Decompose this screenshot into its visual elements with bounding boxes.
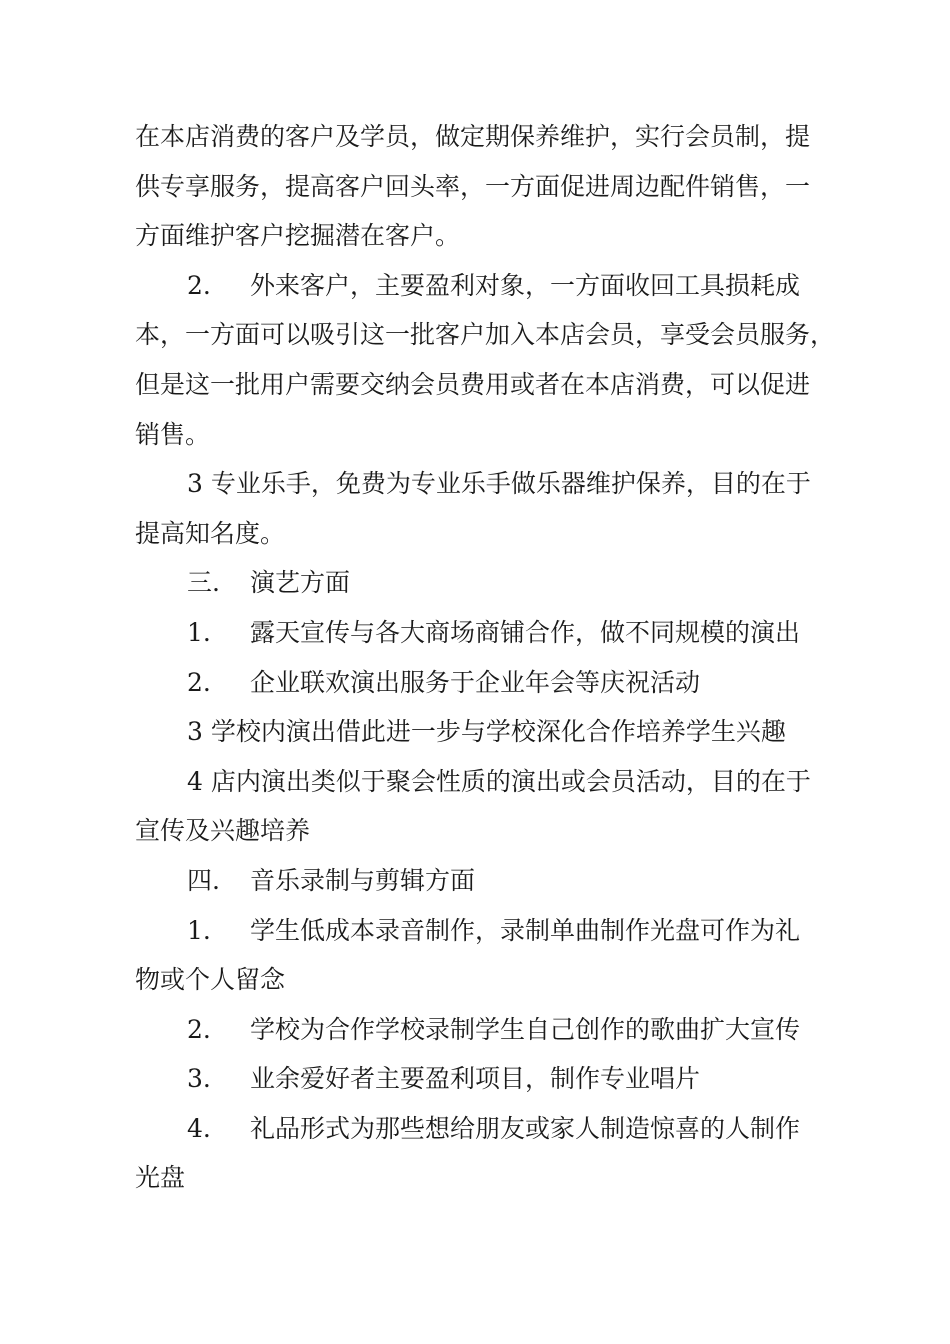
body-line: 宣传及兴趣培养 <box>135 816 311 846</box>
numbered-line <box>135 906 835 956</box>
list-number: 2. <box>187 1014 211 1044</box>
list-number: 4. <box>187 1113 211 1143</box>
list-text: 外来客户，主要盈利对象，一方面收回工具损耗成 <box>250 270 801 300</box>
body-line: 本，一方面可以吸引这一批客户加入本店会员，享受会员服务， <box>135 320 836 350</box>
body-line: 供专享服务，提高客户回头率，一方面促进周边配件销售，一 <box>135 171 811 201</box>
section-title: 音乐录制与剪辑方面 <box>250 865 476 895</box>
document-body <box>135 112 835 1203</box>
numbered-line <box>135 261 835 311</box>
paragraph-start-line: 4 店内演出类似于聚会性质的演出或会员活动，目的在于 <box>187 766 811 796</box>
body-line: 方面维护客户挖掘潜在客户。 <box>135 221 461 251</box>
numbered-line <box>135 1005 835 1055</box>
numbered-line <box>135 1054 835 1104</box>
paragraph-start-line: 3 专业乐手，免费为专业乐手做乐器维护保养，目的在于 <box>187 469 811 499</box>
list-number: 1. <box>187 915 211 945</box>
list-number: 1. <box>187 617 211 647</box>
list-text: 学校为合作学校录制学生自己创作的歌曲扩大宣传 <box>250 1014 801 1044</box>
list-text: 学生低成本录音制作，录制单曲制作光盘可作为礼 <box>250 915 801 945</box>
body-line: 提高知名度。 <box>135 518 286 548</box>
body-line: 物或个人留念 <box>135 965 286 995</box>
body-line: 在本店消费的客户及学员，做定期保养维护，实行会员制，提 <box>135 122 811 151</box>
section-heading <box>135 856 835 906</box>
list-number: 2. <box>187 667 211 697</box>
section-number: 三. <box>187 568 220 598</box>
section-heading <box>135 558 835 608</box>
numbered-line <box>135 608 835 658</box>
section-number: 四. <box>187 865 220 895</box>
list-number: 2. <box>187 270 211 300</box>
numbered-line <box>135 658 835 708</box>
list-text: 礼品形式为那些想给朋友或家人制造惊喜的人制作 <box>250 1113 801 1143</box>
paragraph-start-line: 3 学校内演出借此进一步与学校深化合作培养学生兴趣 <box>187 717 786 747</box>
list-number: 3. <box>187 1064 211 1094</box>
numbered-line <box>135 1104 835 1154</box>
body-line: 光盘 <box>135 1163 186 1193</box>
body-line: 销售。 <box>135 419 211 449</box>
list-text: 露天宣传与各大商场商铺合作，做不同规模的演出 <box>250 617 801 647</box>
list-text: 企业联欢演出服务于企业年会等庆祝活动 <box>250 667 701 697</box>
body-line: 但是这一批用户需要交纳会员费用或者在本店消费，可以促进 <box>135 369 811 399</box>
section-title: 演艺方面 <box>250 568 351 598</box>
list-text: 业余爱好者主要盈利项目，制作专业唱片 <box>250 1064 701 1094</box>
